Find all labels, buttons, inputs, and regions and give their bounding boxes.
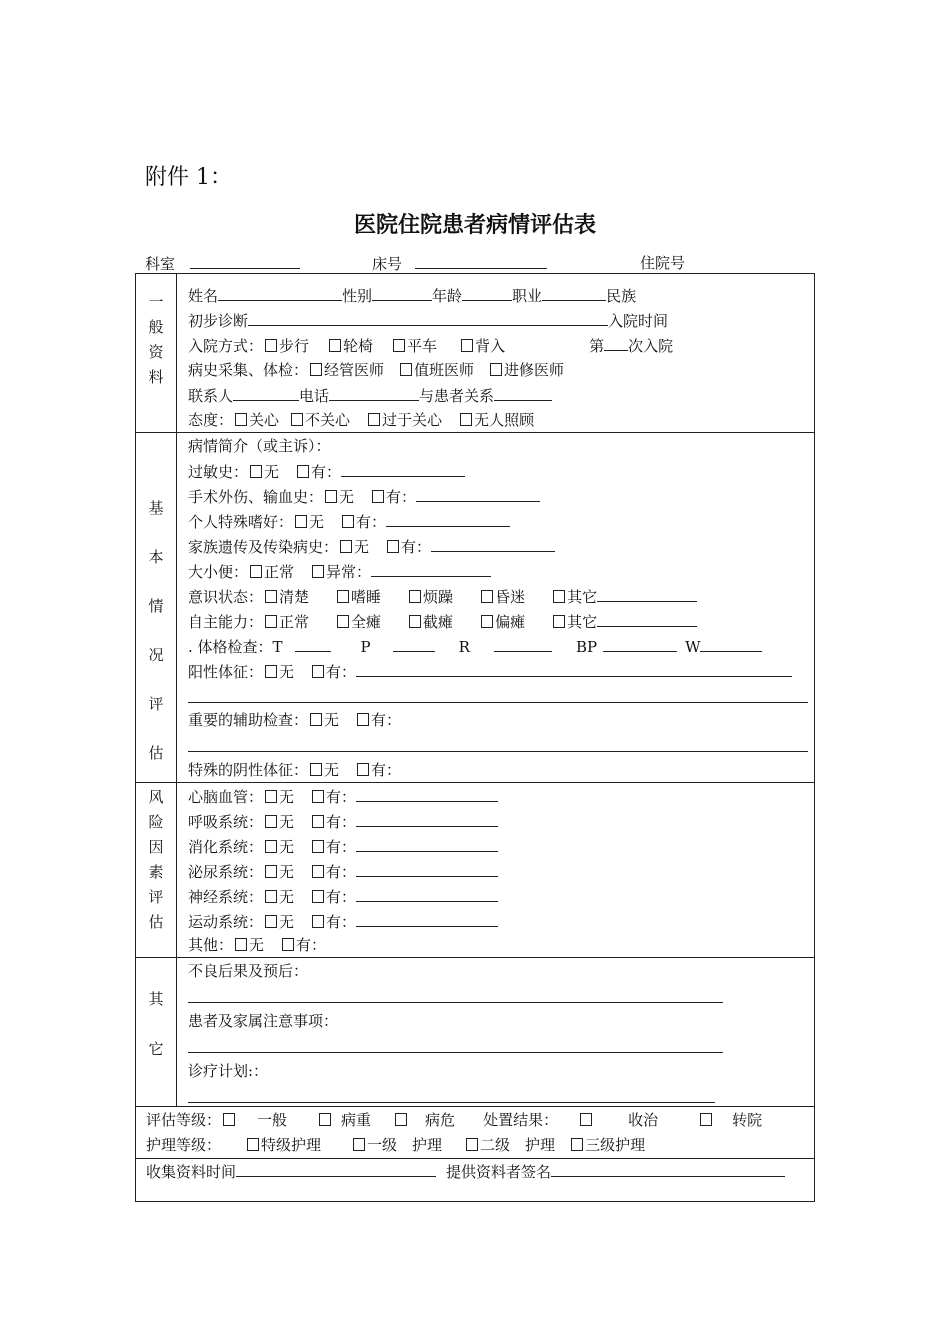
checkbox[interactable]: [265, 865, 277, 878]
checkbox[interactable]: [312, 915, 324, 928]
consciousness-row: 意识状态： 清楚 嗜睡 烦躁 昏迷 其它: [188, 585, 697, 607]
checkbox[interactable]: [282, 938, 294, 951]
risk-row: 运动系统： 无 有：: [188, 910, 498, 932]
checkbox[interactable]: [312, 665, 324, 678]
checkbox[interactable]: [235, 938, 247, 951]
general-row-2: 初步诊断 入院时间: [188, 309, 668, 331]
checkbox[interactable]: [250, 565, 262, 578]
nursing-row: 护理等级： 特级护理 一级 护理 二级 护理 三级护理: [146, 1136, 646, 1154]
family-row: 家族遗传及传染病史： 无 有：: [188, 535, 555, 557]
checkbox[interactable]: [700, 1113, 712, 1126]
checkbox[interactable]: [460, 413, 472, 426]
prognosis-row: 不良后果及预后：: [188, 962, 309, 980]
checkbox[interactable]: [340, 540, 352, 553]
checkbox[interactable]: [291, 413, 303, 426]
checkbox[interactable]: [265, 790, 277, 803]
signature-row: 收集资料时间 提供资料者签名: [146, 1160, 785, 1182]
consciousness-other-blank[interactable]: [597, 585, 697, 602]
age-blank[interactable]: [462, 284, 512, 301]
general-category: 一 般 资 料: [148, 293, 164, 386]
general-row-1: 姓名 性别 年龄 职业 民族: [188, 284, 636, 306]
checkbox[interactable]: [400, 363, 412, 376]
bed-label: 床号: [372, 255, 403, 273]
checkbox[interactable]: [235, 413, 247, 426]
weight-blank[interactable]: [700, 635, 762, 652]
admission-no-label: 住院号: [640, 254, 686, 272]
checkbox[interactable]: [310, 363, 322, 376]
checkbox[interactable]: [325, 490, 337, 503]
checkbox[interactable]: [312, 865, 324, 878]
assessment-form: [135, 273, 815, 1202]
checkbox[interactable]: [310, 763, 322, 776]
checkbox[interactable]: [395, 1113, 407, 1126]
phone-blank[interactable]: [329, 384, 419, 401]
risk-row: 泌尿系统： 无 有：: [188, 860, 498, 882]
checkbox[interactable]: [553, 615, 565, 628]
checkbox[interactable]: [265, 339, 277, 352]
job-blank[interactable]: [542, 284, 606, 301]
checkbox[interactable]: [312, 890, 324, 903]
risk-blank[interactable]: [356, 885, 498, 902]
aux-row: 重要的辅助检查： 无 有：: [188, 711, 402, 729]
positive-extra-line[interactable]: [188, 702, 808, 703]
checkbox[interactable]: [409, 590, 421, 603]
plan-row: 诊疗计划:：: [188, 1062, 269, 1080]
checkbox[interactable]: [265, 915, 277, 928]
section-divider: [136, 1106, 814, 1107]
checkbox[interactable]: [310, 713, 322, 726]
checkbox[interactable]: [461, 339, 473, 352]
gender-blank[interactable]: [372, 284, 432, 301]
section-divider: [136, 957, 814, 958]
habits-blank[interactable]: [386, 510, 510, 527]
habits-row: 个人特殊嗜好： 无 有：: [188, 510, 510, 532]
checkbox[interactable]: [312, 565, 324, 578]
checkbox[interactable]: [372, 490, 384, 503]
others-category: 其 它: [148, 990, 164, 1058]
general-row-6: 态度： 关心 不关心 过于关心 无人照顾: [188, 411, 535, 429]
general-row-4: 病史采集、体检： 经管医师 值班医师 进修医师: [188, 361, 565, 379]
checkbox[interactable]: [368, 413, 380, 426]
checkbox[interactable]: [265, 840, 277, 853]
risk-row: 呼吸系统： 无 有：: [188, 810, 498, 832]
summary-row: 病情简介（或主诉）：: [188, 437, 331, 455]
family-blank[interactable]: [431, 535, 555, 552]
notes-row: 患者及家属注意事项：: [188, 1012, 339, 1030]
checkbox[interactable]: [265, 890, 277, 903]
risk-row: 神经系统： 无 有：: [188, 885, 498, 907]
checkbox[interactable]: [342, 515, 354, 528]
bp-blank[interactable]: [603, 635, 677, 652]
bed-blank[interactable]: [415, 252, 547, 269]
bed-field[interactable]: [372, 252, 547, 274]
risk-row: 心脑血管： 无 有：: [188, 785, 498, 807]
checkbox[interactable]: [223, 1113, 235, 1126]
name-blank[interactable]: [218, 284, 342, 301]
checkbox[interactable]: [357, 713, 369, 726]
checkbox[interactable]: [312, 840, 324, 853]
checkbox[interactable]: [312, 790, 324, 803]
checkbox[interactable]: [353, 1138, 365, 1151]
checkbox[interactable]: [265, 615, 277, 628]
checkbox[interactable]: [329, 339, 341, 352]
dept-blank[interactable]: [190, 252, 300, 269]
selfcare-other-blank[interactable]: [597, 610, 697, 627]
negative-row: 特殊的阴性体征： 无 有：: [188, 761, 402, 779]
checkbox[interactable]: [297, 465, 309, 478]
checkbox[interactable]: [409, 615, 421, 628]
checkbox[interactable]: [387, 540, 399, 553]
checkbox[interactable]: [490, 363, 502, 376]
contact-blank[interactable]: [233, 384, 299, 401]
stool-row: 大小便： 正常 异常：: [188, 560, 491, 582]
grade-row: 评估等级： 一般 病重 病危 处置结果： 收治 转院: [146, 1111, 763, 1129]
checkbox[interactable]: [295, 515, 307, 528]
temp-blank[interactable]: [295, 635, 331, 652]
checkbox[interactable]: [265, 815, 277, 828]
general-row-5: 联系人 电话 与患者关系: [188, 384, 552, 406]
form-title: 医院住院患者病情评估表: [353, 213, 596, 238]
checkbox[interactable]: [247, 1138, 259, 1151]
admit-count-blank[interactable]: [604, 334, 628, 351]
risk-blank[interactable]: [356, 910, 498, 927]
risk-blank[interactable]: [356, 785, 498, 802]
risk-blank[interactable]: [356, 835, 498, 852]
checkbox[interactable]: [580, 1113, 592, 1126]
positive-blank[interactable]: [356, 660, 792, 677]
provider-signature-blank[interactable]: [551, 1160, 785, 1177]
checkbox[interactable]: [357, 763, 369, 776]
attachment-label: 附件 1：: [145, 165, 232, 190]
checkbox[interactable]: [481, 615, 493, 628]
risk-blank[interactable]: [356, 860, 498, 877]
section-divider: [136, 1158, 814, 1159]
checkbox[interactable]: [312, 815, 324, 828]
general-row-3: 入院方式： 步行 轮椅 平车 背入 第 次入院: [188, 334, 673, 356]
relation-blank[interactable]: [494, 384, 552, 401]
collect-time-blank[interactable]: [236, 1160, 436, 1177]
risk-other-row: 其他： 无 有：: [188, 936, 327, 954]
surgery-row: 手术外伤、输血史： 无 有：: [188, 485, 540, 507]
basic-category: 基 本 情 况 评 估: [148, 499, 164, 762]
checkbox[interactable]: [393, 339, 405, 352]
diagnosis-blank[interactable]: [248, 309, 608, 326]
dept-label: 科室: [145, 255, 176, 273]
category-divider: [176, 274, 177, 1106]
section-divider: [136, 782, 814, 783]
checkbox[interactable]: [319, 1113, 331, 1126]
plan-line[interactable]: [188, 1102, 715, 1103]
allergy-blank[interactable]: [341, 460, 465, 477]
positive-row: 阳性体征： 无 有：: [188, 660, 792, 682]
checkbox[interactable]: [337, 615, 349, 628]
checkbox[interactable]: [250, 465, 262, 478]
checkbox[interactable]: [571, 1138, 583, 1151]
risk-category: 风 险 因 素 评 估: [148, 788, 164, 931]
notes-line[interactable]: [188, 1052, 723, 1053]
checkbox[interactable]: [337, 590, 349, 603]
prognosis-line[interactable]: [188, 1002, 723, 1003]
section-divider: [136, 432, 814, 433]
aux-extra-line[interactable]: [188, 751, 808, 752]
selfcare-row: 自主能力： 正常 全瘫 截瘫 偏瘫 其它: [188, 610, 697, 632]
checkbox[interactable]: [265, 665, 277, 678]
dept-field[interactable]: [145, 252, 300, 274]
risk-blank[interactable]: [356, 810, 498, 827]
surgery-blank[interactable]: [416, 485, 540, 502]
exam-row: . 体格检查：T P R BP W: [188, 635, 762, 657]
risk-row: 消化系统： 无 有：: [188, 835, 498, 857]
checkbox[interactable]: [553, 590, 565, 603]
checkbox[interactable]: [481, 590, 493, 603]
checkbox[interactable]: [466, 1138, 478, 1151]
stool-blank[interactable]: [371, 560, 491, 577]
pulse-blank[interactable]: [393, 635, 435, 652]
resp-blank[interactable]: [494, 635, 552, 652]
allergy-row: 过敏史： 无 有：: [188, 460, 465, 482]
checkbox[interactable]: [265, 590, 277, 603]
